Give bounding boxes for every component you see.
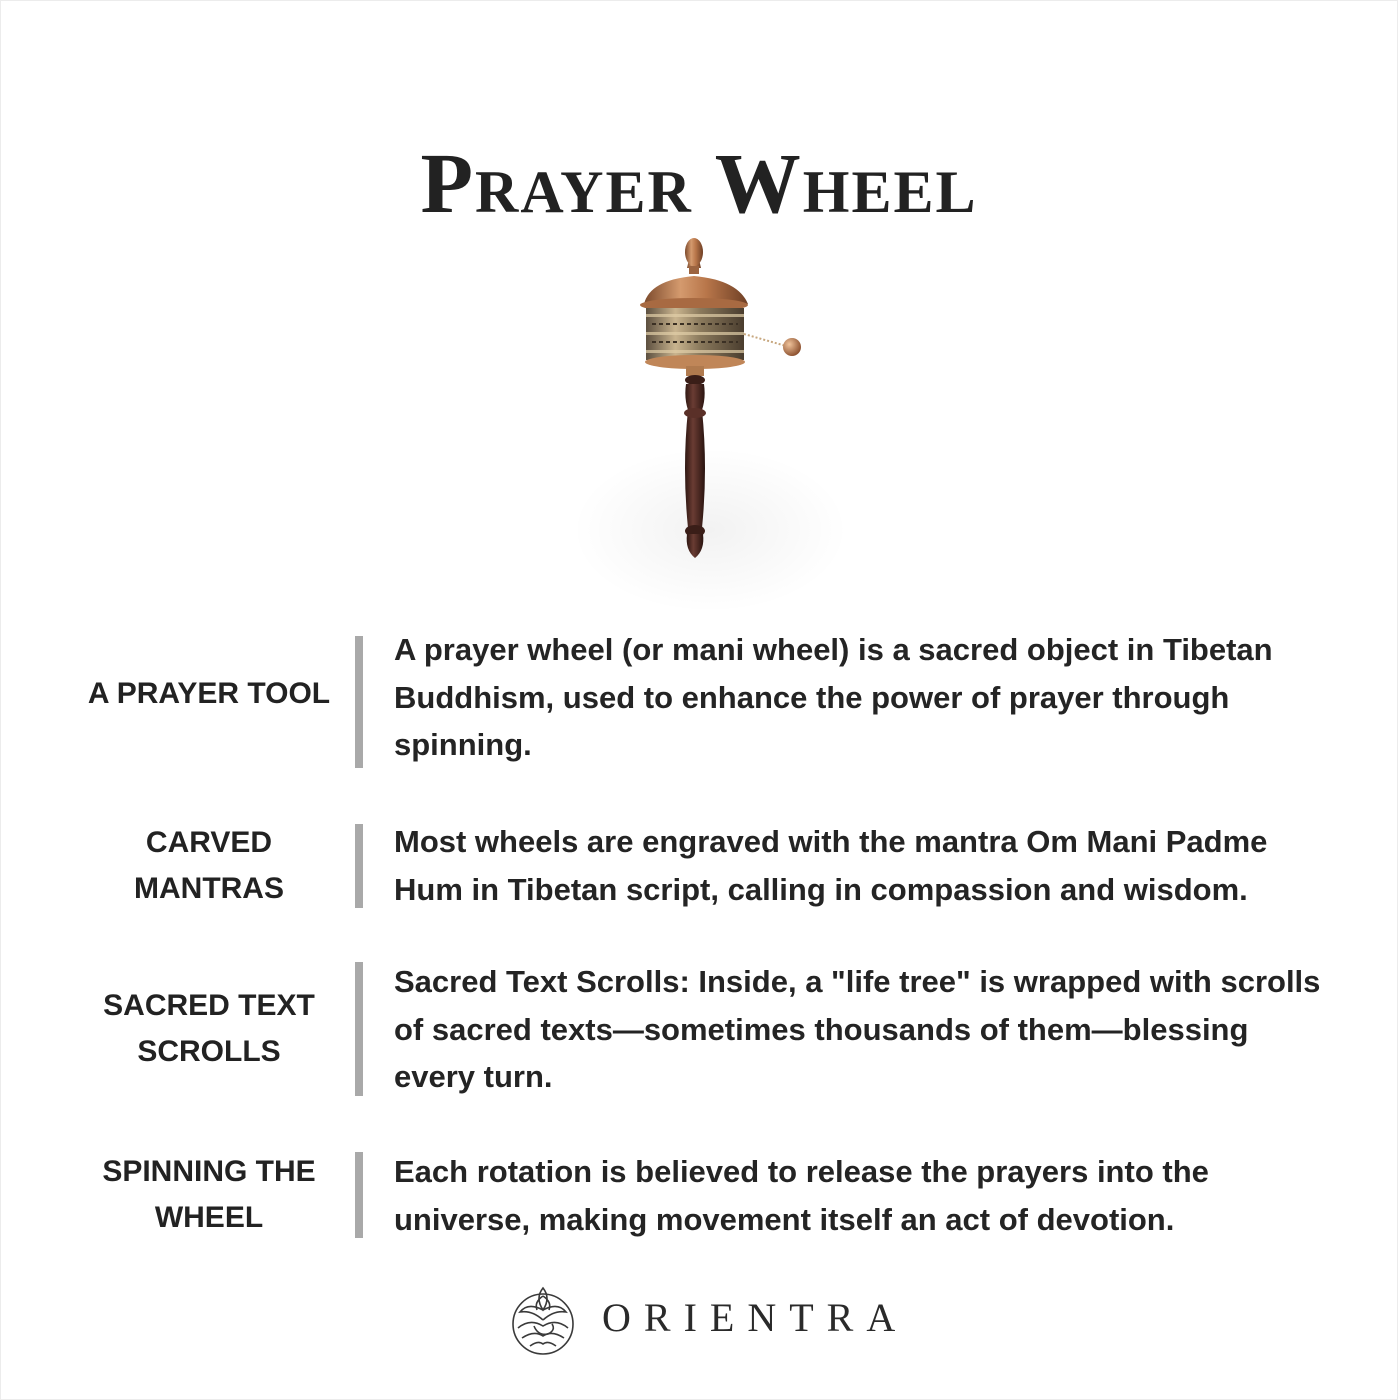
row-label: SPINNING THE WHEEL — [102, 1155, 316, 1234]
row-label: SACRED TEXT SCROLLS — [103, 989, 315, 1068]
brand-footer — [500, 1280, 909, 1360]
divider-bar — [355, 1152, 363, 1238]
row-text: Most wheels are engraved with the mantra Om Mani Padme Hum in Tibetan script, calling in compassion and wisdom. — [394, 824, 1268, 907]
info-row — [0, 962, 1398, 1096]
row-label: A PRAYER TOOL — [87, 677, 331, 710]
page-title: Prayer Wheel — [420, 134, 978, 231]
divider-bar — [355, 636, 363, 768]
info-row — [0, 1152, 1398, 1238]
info-row — [0, 824, 1398, 908]
divider-bar — [355, 824, 363, 908]
info-row — [0, 634, 1398, 770]
row-text: Sacred Text Scrolls: Inside, a "life tree" is wrapped with scrolls of sacred texts—sometimes thousands of them—blessing every turn. — [394, 964, 1321, 1094]
divider-bar — [355, 962, 363, 1096]
lotus-logo-icon — [504, 1280, 582, 1358]
brand-name: ORIENTRA — [602, 1295, 909, 1340]
row-text: Each rotation is believed to release the prayers into the universe, making movement itself an act of devotion. — [394, 1154, 1209, 1237]
row-text: A prayer wheel (or mani wheel) is a sacred object in Tibetan Buddhism, used to enhance the power of prayer through spinning. — [394, 632, 1273, 762]
row-label: CARVED MANTRAS — [134, 826, 284, 905]
